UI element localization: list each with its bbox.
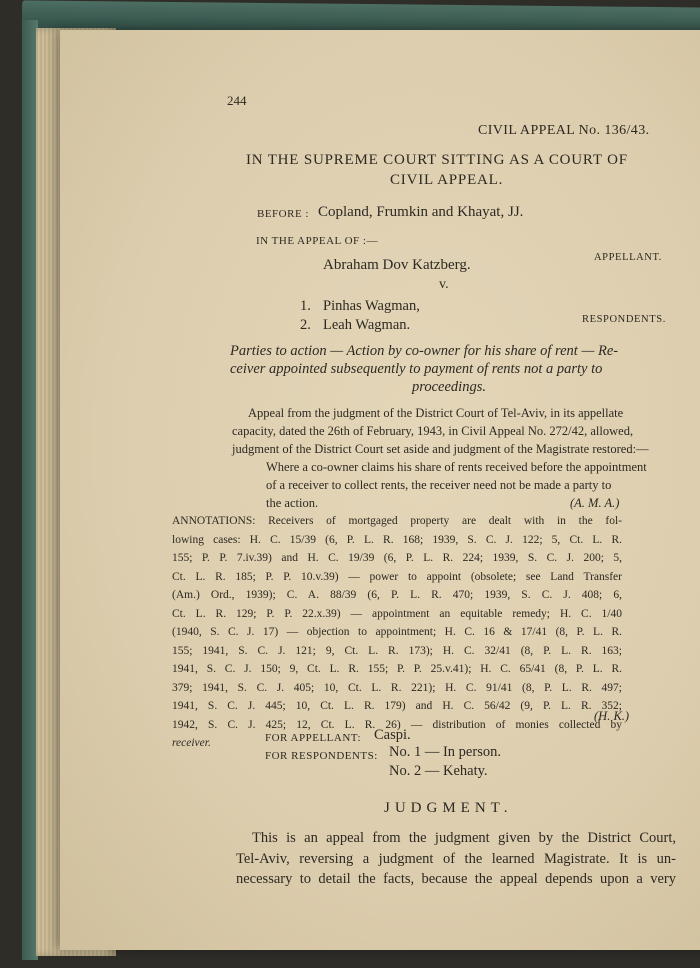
annotation-line: lowing cases: H. C. 15/39 (6, P. L. R. 168; 1939, S. C. J. 122; 5, Ct. L. R.	[172, 533, 622, 546]
summary-initials: (A. M. A.)	[570, 496, 620, 510]
summary-line-3: judgment of the District Court set aside and judgment of the Magistrate restored:—	[232, 442, 649, 456]
appellant-role: APPELLANT.	[594, 252, 662, 263]
annotation-line: (Am.) Ord., 1939); C. A. 88/39 (6, P. L. R. 470; 1939, S. C. J. 408; 6,	[172, 589, 622, 601]
page-number: 244	[227, 93, 247, 108]
summary-line-2: capacity, dated the 26th of February, 1943, in Civil Appeal No. 272/42, allowed,	[232, 424, 634, 438]
case-number: CIVIL APPEAL No. 136/43.	[478, 123, 650, 138]
headnote-line-3: proceedings.	[412, 379, 486, 395]
versus: v.	[439, 277, 449, 292]
holding-line-1: Where a co-owner claims his share of rents received before the appointment	[266, 460, 647, 474]
holding-line-3: the action.	[266, 496, 319, 510]
court-heading-line-1: IN THE SUPREME COURT SITTING AS A COURT OF	[246, 152, 628, 168]
annotation-line: 1941, S. C. J. 150; 9, Ct. L. R. 155; P. P. 25.v.41); H. C. 65/41 (8, P. L. R.	[172, 663, 622, 675]
annotation-line: 155; P. P. 7.iv.39) and H. C. 19/39 (6, P. L. R. 224; 1939, S. C. J. 200; 5,	[172, 552, 622, 564]
annotations-initials: (H. K.)	[594, 709, 630, 723]
respondent-2-name: Leah Wagman.	[323, 317, 411, 333]
judgment-heading: JUDGMENT.	[384, 800, 513, 816]
respondent-1-name: Pinhas Wagman,	[323, 298, 420, 314]
for-appellant-label: FOR APPELLANT:	[265, 732, 361, 744]
annotation-line: 1942, S. C. J. 425; 12, Ct. L. R. 26) — distribution of monies collected by	[172, 718, 622, 731]
summary-line-1: Appeal from the judgment of the District Court of Tel-Aviv, in its appellate	[248, 406, 624, 420]
court-heading-line-2: CIVIL APPEAL.	[390, 172, 504, 188]
appellant-counsel: Caspi.	[374, 727, 411, 743]
appellant-name: Abraham Dov Katzberg.	[323, 257, 471, 273]
headnote-line-1: Parties to action — Action by co-owner for his share of rent — Re-	[230, 343, 619, 359]
respondent-1-num: 1.	[300, 298, 311, 314]
annotation-line: Ct. L. R. 129; P. P. 22.x.39) — appointment an equitable remedy; H. C. 1/40	[172, 607, 622, 620]
respondent-2-num: 2.	[300, 317, 311, 333]
annotation-line: 155; 1941, S. C. J. 121; 9, Ct. L. R. 173); H. C. 32/41 (8, P. L. R. 163;	[172, 644, 622, 657]
annotation-line: (1940, S. C. J. 17) — objection to appointment; H. C. 16 & 17/41 (8, P. L. R.	[172, 626, 622, 638]
holding-line-2: of a receiver to collect rents, the receiver need not be made a party to	[266, 478, 612, 492]
annotation-line: 379; 1941, S. C. J. 405; 10, Ct. L. R. 221); H. C. 91/41 (8, P. L. R. 497;	[172, 681, 622, 694]
respondents-role: RESPONDENTS.	[582, 314, 666, 325]
for-respondents-label: FOR RESPONDENTS:	[265, 750, 378, 762]
judgment-line: necessary to detail the facts, because the appeal depends upon a very	[236, 871, 676, 887]
judgment-line: This is an appeal from the judgment given by the District Court,	[252, 830, 676, 846]
headnote-line-2: ceiver appointed subsequently to payment of rents not a party to	[230, 361, 603, 377]
annotation-line: ANNOTATIONS: Receivers of mortgaged property are dealt with in the fol-	[172, 515, 622, 527]
respondent-1-counsel: No. 1 — In person.	[389, 744, 501, 760]
appeal-of-label: IN THE APPEAL OF :—	[256, 235, 378, 247]
annotations-block	[172, 512, 622, 753]
judgment-body	[236, 828, 676, 890]
respondent-2-counsel: No. 2 — Kehaty.	[389, 763, 488, 779]
before-label: BEFORE :	[257, 208, 309, 220]
annotation-line: Ct. L. R. 185; P. P. 10.v.39) — power to appoint (obsolete; see Land Transfer	[172, 570, 622, 583]
before-judges: Copland, Frumkin and Khayat, JJ.	[318, 204, 524, 220]
annotation-line: 1941, S. C. J. 445; 10, Ct. L. R. 179) and H. C. 56/42 (9, P. L. R. 352;	[172, 700, 622, 712]
annotation-line: receiver.	[172, 737, 211, 749]
judgment-line: Tel-Aviv, reversing a judgment of the learned Magistrate. It is un-	[236, 850, 676, 867]
